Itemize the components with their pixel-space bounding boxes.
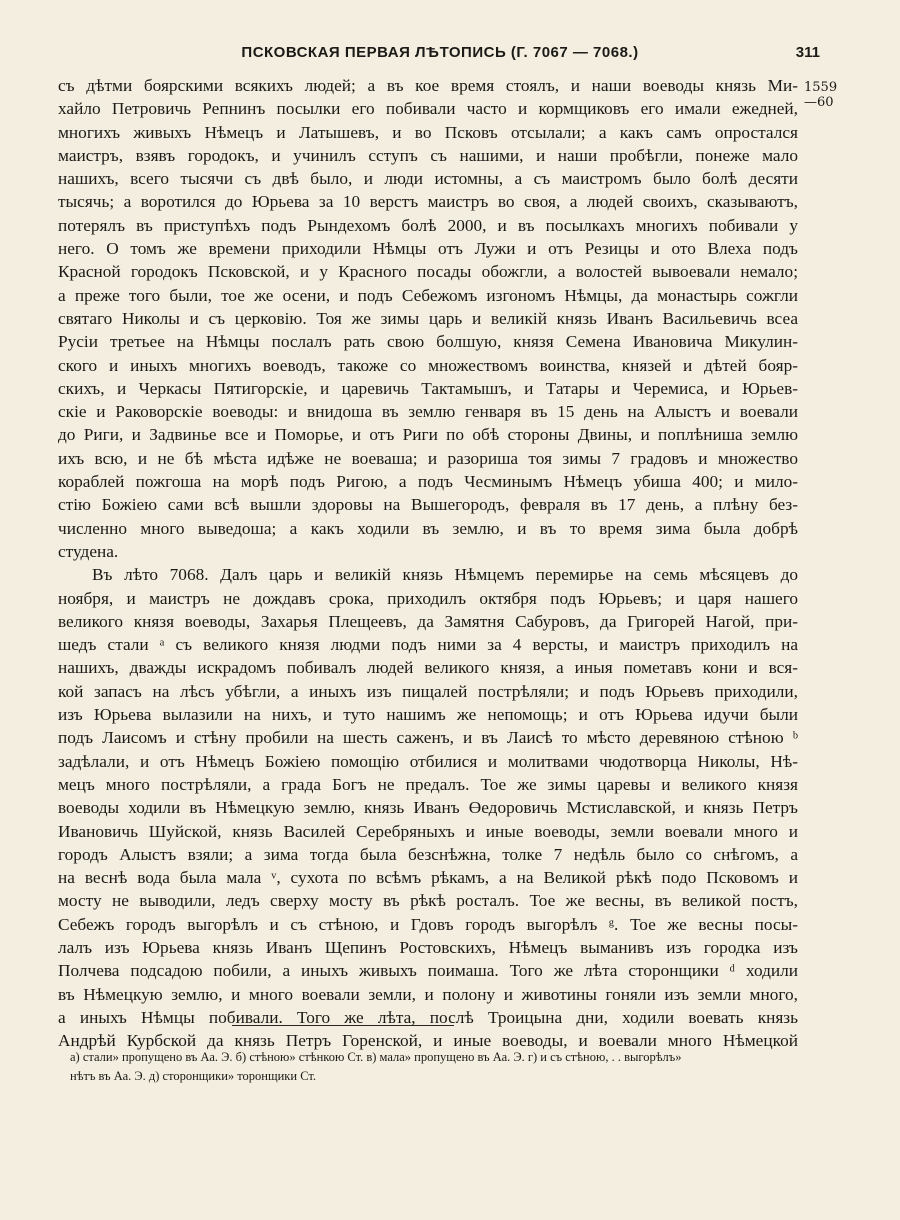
text-line: воеводы ходили въ Нѣмецкую землю, князь Иванъ Өедоровичь Мстиславской, и князь Петръ (58, 798, 798, 818)
text-line: мосту не выводили, ледъ сверху мосту въ рѣкѣ росталъ. Тое же весны, въ великой постъ, (58, 891, 798, 911)
text-line: Ивановичь Шуйской, князь Василей Серебряныхъ и иные воеводы, земли воевали много и (58, 821, 798, 841)
text-line: кораблей пожгоша на морѣ подъ Ригою, а подъ Чесминымъ Нѣмецъ убиша 400; и мило- (58, 472, 798, 492)
footnote-line: нѣтъ въ Аа. Э. д) сторонщики» торонщики Ст. (70, 1069, 317, 1083)
footnote-separator (232, 1025, 454, 1026)
text-line: нашихъ, всего тысячи съ двѣ было, и люди истомны, а съ маистромъ было болѣ десяти (58, 169, 798, 189)
footnote-line: а) стали» пропущено въ Аа. Э. б) стѣною» стѣнкою Ст. в) мала» пропущено въ Аа. Э. г) и съ стѣною, . . выгорѣлъ» (70, 1050, 682, 1064)
text-line: съ дѣтми боярскими всякихъ людей; а въ кое время стоялъ, и наши воеводы князь Ми- (58, 76, 798, 95)
text-line: мецъ много пострѣляли, а града Богъ не предалъ. Тое же зимы царевы и великого князя (58, 774, 798, 794)
text-line: великого князя воеводы, Захарья Плещеевъ, да Замятня Сабуровъ, да Григорей Нагой, при- (58, 611, 798, 631)
text-line: шедъ стали ᵃ съ великого князя людми подъ ними за 4 версты, и маистръ приходилъ на (58, 635, 798, 655)
margin-year-top: 1559 (804, 80, 838, 95)
text-line: Въ лѣто 7068. Далъ царь и великій князь Нѣмцемъ перемирье на семь мѣсяцевъ до (92, 565, 798, 585)
text-line: ского и иныхъ многихъ воеводъ, такоже со множествомъ воинства, князей и дѣтей бояр- (58, 355, 798, 375)
text-line: многихъ живыхъ Нѣмецъ и Латышевъ, и во Псковъ отсылали; а какъ самъ опростался (58, 122, 798, 142)
margin-year-note (804, 80, 846, 110)
text-line: на веснѣ вода была мала ᵛ, сухота по всѣмъ рѣкамъ, а на Великой рѣкѣ подо Псковомъ и (58, 868, 798, 888)
text-line: до Риги, и Задвинье все и Поморье, и отъ Риги по обѣ стороны Двины, и поплѣниша землю (58, 425, 798, 445)
text-line: городъ Алыстъ взяли; а зима тогда была безснѣжна, толке 7 недѣль было со снѣгомъ, а (58, 844, 798, 864)
footnotes (70, 1048, 800, 1086)
text-line: Полчева подсадою побили, а иныхъ живыхъ поимаша. Того же лѣта сторонщики ᵈ ходили (58, 961, 798, 981)
text-line: задѣлали, и отъ Нѣмецъ Божіею помощію отбилися и молитвами чюдотворца Николы, Нѣ- (58, 751, 798, 771)
text-line: въ Нѣмецкую землю, и много воевали земли, и полону и животины гоняли изъ земли много, (58, 984, 798, 1004)
text-line: численно много выведоша; а какъ ходили въ землю, и въ то время зима была добрѣ (58, 518, 798, 538)
running-header (60, 44, 820, 68)
text-line: ноября, и маистръ не дождавъ срока, приходилъ октября подъ Юрьевъ; и царя нашего (58, 588, 798, 608)
text-line: него. О томъ же времени приходили Нѣмцы отъ Лужи и отъ Резицы и ото Влеха подъ (58, 239, 798, 259)
text-line: Себежъ городъ выгорѣлъ и съ стѣною, и Гдовъ городъ выгорѣлъ ᵍ. Тое же весны посы- (58, 914, 798, 934)
text-line: нашихъ, дважды искрадомъ побивалъ людей великого князя, а иныя пометавъ кони и вся- (58, 658, 798, 678)
text-line: лалъ изъ Юрьева князь Иванъ Щепинъ Ростовскихъ, Нѣмецъ выманивъ изъ городка изъ (58, 937, 798, 957)
running-title: ПСКОВСКАЯ ПЕРВАЯ ЛѢТОПИСЬ (Г. 7067 — 7068.) (241, 44, 639, 61)
text-line: изъ Юрьева вылазили на нихъ, и туто нашимъ же непомощь; и отъ Юрьева идучи были (58, 705, 798, 725)
text-line: скіе и Раковорскіе воеводы: и внидоша въ землю генваря въ 15 день на Алыстъ и воевали (58, 402, 798, 422)
text-line: а преже того были, тое же осени, и подъ Себежомъ изгономъ Нѣмцы, да монастырь сожгли (58, 285, 798, 305)
text-line: Андрѣй Курбской да князь Петръ Горенской, и иные воеводы, и воевали много Нѣмецкой (58, 1031, 798, 1051)
chronicle-text (58, 74, 798, 1052)
text-line: стію Божіею сами всѣ вышли здоровы на Вышегородъ, февраля въ 17 день, а плѣну без- (58, 495, 798, 515)
text-line: студена. (58, 541, 119, 561)
text-line: маистръ, взявъ городокъ, и учинилъ сступъ съ нашими, и наши пробѣгли, понеже мало (58, 145, 798, 165)
text-line: Русіи третьее на Нѣмцы послалъ рать свою болшую, князя Семена Ивановича Микулин- (58, 332, 798, 352)
text-line: скихъ, и Черкасы Пятигорскіе, и царевичь Тактамышъ, и Татары и Черемиса, и Юрьев- (58, 378, 798, 398)
text-line: Красной городокъ Псковской, и у Красного посады обожгли, а волостей вывоевали немало; (58, 262, 798, 282)
text-line: подъ Лаисомъ и стѣну пробили на шесть саженъ, и въ Лаисѣ то мѣсто деревяною стѣною ᵇ (58, 728, 798, 748)
text-line: святаго Николы и съ церковію. Тоя же зимы царь и великій князь Иванъ Васильевичь всеа (58, 308, 798, 328)
page-number: 311 (795, 44, 820, 61)
text-line: потерялъ въ приступѣхъ подъ Рындехомъ болѣ 2000, и въ посылкахъ многихъ побивали у (58, 215, 798, 235)
text-line: а иныхъ Нѣмцы побивали. Того же лѣта, послѣ Троицына дни, ходили воевать князь (58, 1007, 798, 1027)
text-line: тысячь; а воротился до Юрьева за 10 верстъ маистръ во своя, а людей своихъ, сказываютъ, (58, 192, 798, 212)
text-line: ихъ всю, и не бѣ мѣста идѣже не воеваша; и разориша тоя зимы 7 градовъ и множество (58, 448, 798, 468)
margin-year-bottom: —60 (804, 95, 834, 110)
text-line: кой запасъ на лѣсъ убѣгли, а иныхъ изъ пищалей пострѣляли; и подъ Юрьевъ приходили, (58, 681, 798, 701)
text-line: хайло Петровичь Репнинъ посылки его побивали часто и кормщиковъ его имали ежедней, (58, 99, 798, 119)
